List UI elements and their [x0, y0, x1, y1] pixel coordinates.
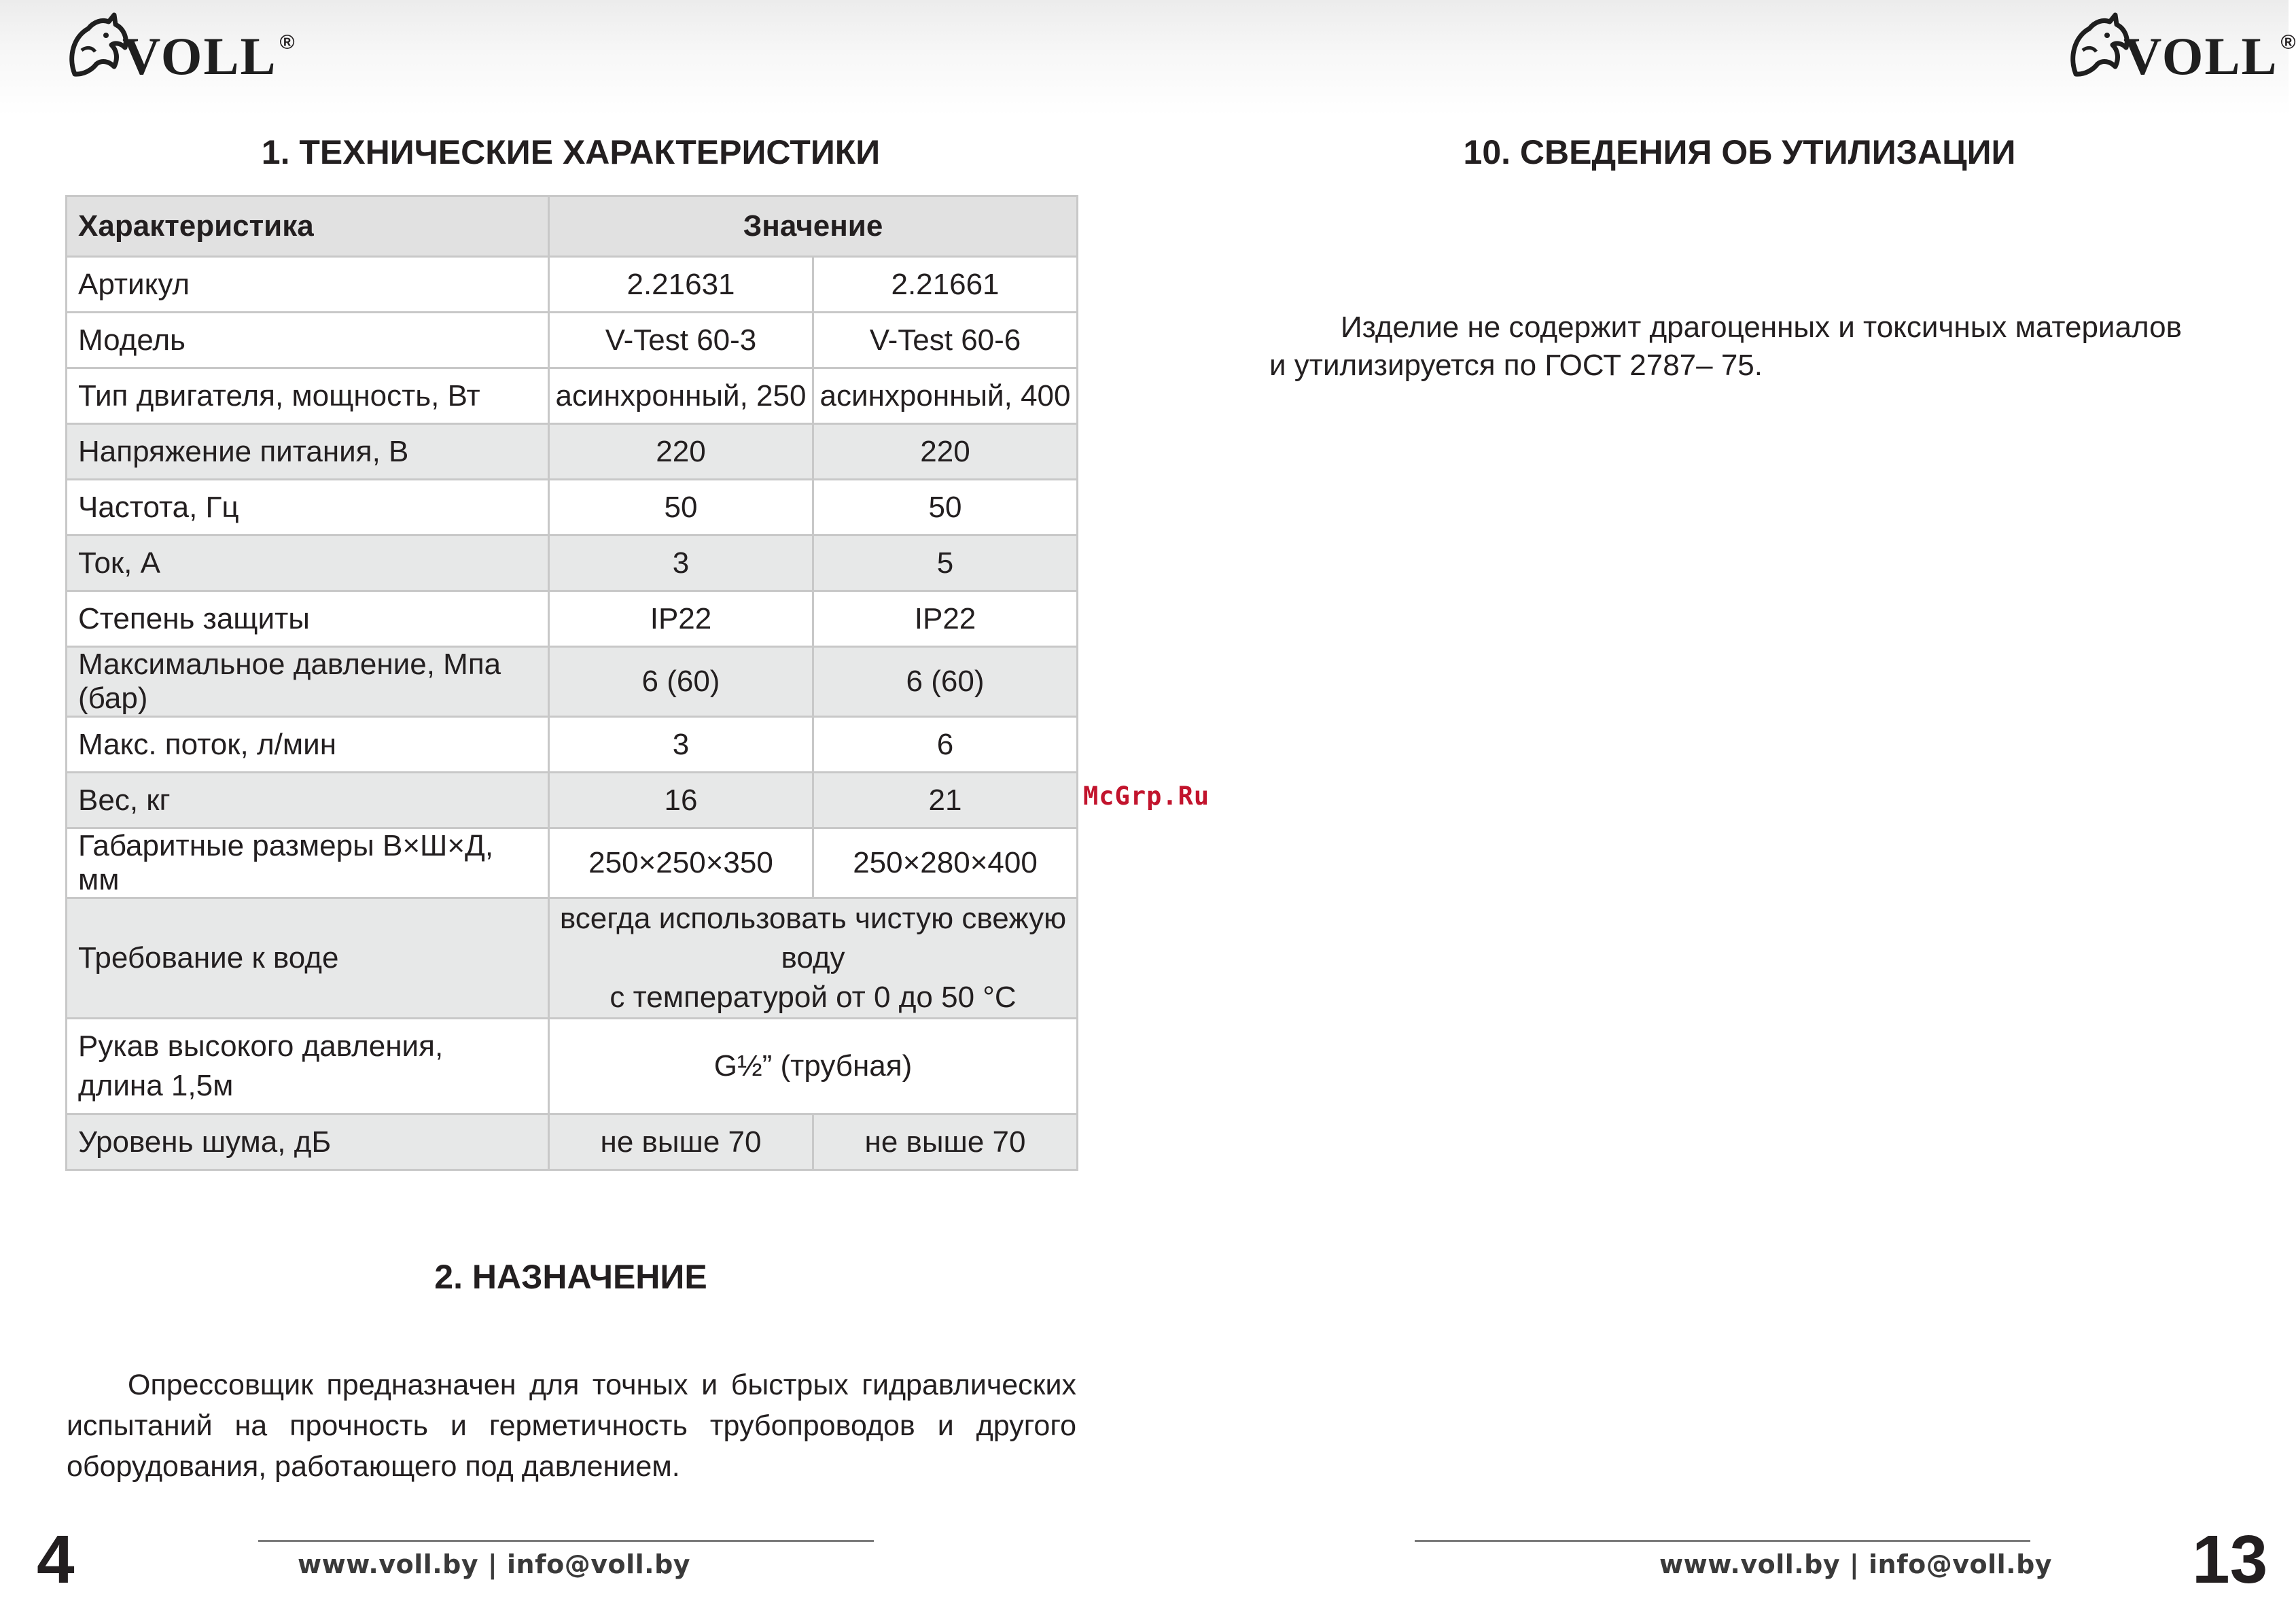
table-row: [67, 480, 1078, 535]
row-label-line: Рукав высокого давления,: [78, 1030, 444, 1063]
row-label: Макс. поток, л/мин: [67, 717, 549, 773]
row-label: Модель: [67, 313, 549, 368]
row-value: 2.21631: [549, 257, 813, 313]
purpose-text: Опрессовщик предназначен для точных и быстрых гидравлических испытаний на прочность и герметичность трубопроводов и другого оборудования, работающего под давлением.: [67, 1369, 1076, 1483]
table-row: [67, 368, 1078, 424]
disposal-text-line: Изделие не содержит драгоценных и токсичных материалов: [1341, 311, 2182, 344]
footer-contact: www.voll.by | info@voll.by: [298, 1549, 691, 1579]
purpose-paragraph: [67, 1365, 1076, 1487]
row-label: Вес, кг: [67, 773, 549, 828]
row-value: V-Test 60-3: [549, 313, 813, 368]
table-row: [67, 313, 1078, 368]
row-label: Уровень шума, дБ: [67, 1114, 549, 1170]
row-value: асинхронный, 250: [549, 368, 813, 424]
row-value: 6 (60): [549, 647, 813, 717]
row-value: 5: [813, 535, 1078, 591]
brand-name: VOLL: [2123, 27, 2278, 86]
table-row: [67, 717, 1078, 773]
table-row: [67, 773, 1078, 828]
row-label: Ток, А: [67, 535, 549, 591]
table-row: [67, 647, 1078, 717]
row-value: асинхронный, 400: [813, 368, 1078, 424]
row-value: 6 (60): [813, 647, 1078, 717]
row-label: Степень защиты: [67, 591, 549, 647]
footer-contact: www.voll.by | info@voll.by: [1659, 1549, 2053, 1579]
row-value: не выше 70: [549, 1114, 813, 1170]
row-value: 3: [549, 717, 813, 773]
row-label: Тип двигателя, мощность, Вт: [67, 368, 549, 424]
row-label: Артикул: [67, 257, 549, 313]
row-value: 220: [813, 424, 1078, 480]
brand-name: VOLL: [122, 27, 277, 86]
purpose-section-title: 2. НАЗНАЧЕНИЕ: [434, 1258, 707, 1296]
row-value: 2.21661: [813, 257, 1078, 313]
row-label: Требование к воде: [67, 898, 549, 1019]
page-number: 4: [37, 1522, 75, 1598]
spec-table-header: [67, 196, 1078, 257]
disposal-paragraph: [1269, 309, 2248, 385]
row-value: 220: [549, 424, 813, 480]
header-band: [0, 0, 2289, 116]
row-value: 250×250×350: [549, 828, 813, 898]
header-characteristic: Характеристика: [67, 196, 549, 257]
table-row: [67, 898, 1078, 1019]
header-value: Значение: [549, 196, 1078, 257]
disposal-text-line: и утилизируется по ГОСТ 2787– 75.: [1269, 349, 1763, 382]
registered-mark: ®: [279, 31, 295, 54]
row-value: V-Test 60-6: [813, 313, 1078, 368]
row-value: IP22: [813, 591, 1078, 647]
row-label: Частота, Гц: [67, 480, 549, 535]
table-row: [67, 591, 1078, 647]
table-row: [67, 828, 1078, 898]
table-row: [67, 424, 1078, 480]
row-label: Максимальное давление, Мпа (бар): [67, 647, 549, 717]
watermark: McGrp.Ru: [1083, 781, 1210, 811]
row-value: 3: [549, 535, 813, 591]
row-value: 50: [813, 480, 1078, 535]
table-row: [67, 535, 1078, 591]
row-value: 50: [549, 480, 813, 535]
disposal-section-title: 10. СВЕДЕНИЯ ОБ УТИЛИЗАЦИИ: [1463, 133, 2016, 171]
voll-logo-left: [61, 10, 295, 91]
row-label: Габаритные размеры В×Ш×Д, мм: [67, 828, 549, 898]
registered-mark: ®: [2280, 31, 2296, 54]
row-label: [67, 1019, 549, 1114]
page-number: 13: [2192, 1522, 2268, 1598]
spec-section-title: 1. ТЕХНИЧЕСКИЕ ХАРАКТЕРИСТИКИ: [261, 133, 881, 171]
row-value: 21: [813, 773, 1078, 828]
row-value: 6: [813, 717, 1078, 773]
spec-table: [65, 195, 1078, 1171]
row-merged-value: G½” (трубная): [549, 1019, 1078, 1114]
footer-divider: [1415, 1540, 2030, 1542]
row-value: 16: [549, 773, 813, 828]
row-value: IP22: [549, 591, 813, 647]
row-label-line: длина 1,5м: [78, 1069, 234, 1102]
row-value: 250×280×400: [813, 828, 1078, 898]
merged-value-line: всегда использовать чистую свежую воду: [559, 902, 1067, 974]
table-row: [67, 1114, 1078, 1170]
row-value: не выше 70: [813, 1114, 1078, 1170]
row-label: Напряжение питания, В: [67, 424, 549, 480]
merged-value-line: с температурой от 0 до 50 °С: [610, 981, 1017, 1014]
row-merged-value: [549, 898, 1078, 1019]
table-row: [67, 257, 1078, 313]
voll-logo-right: [2062, 10, 2296, 91]
table-row: [67, 1019, 1078, 1114]
footer-divider: [258, 1540, 874, 1542]
